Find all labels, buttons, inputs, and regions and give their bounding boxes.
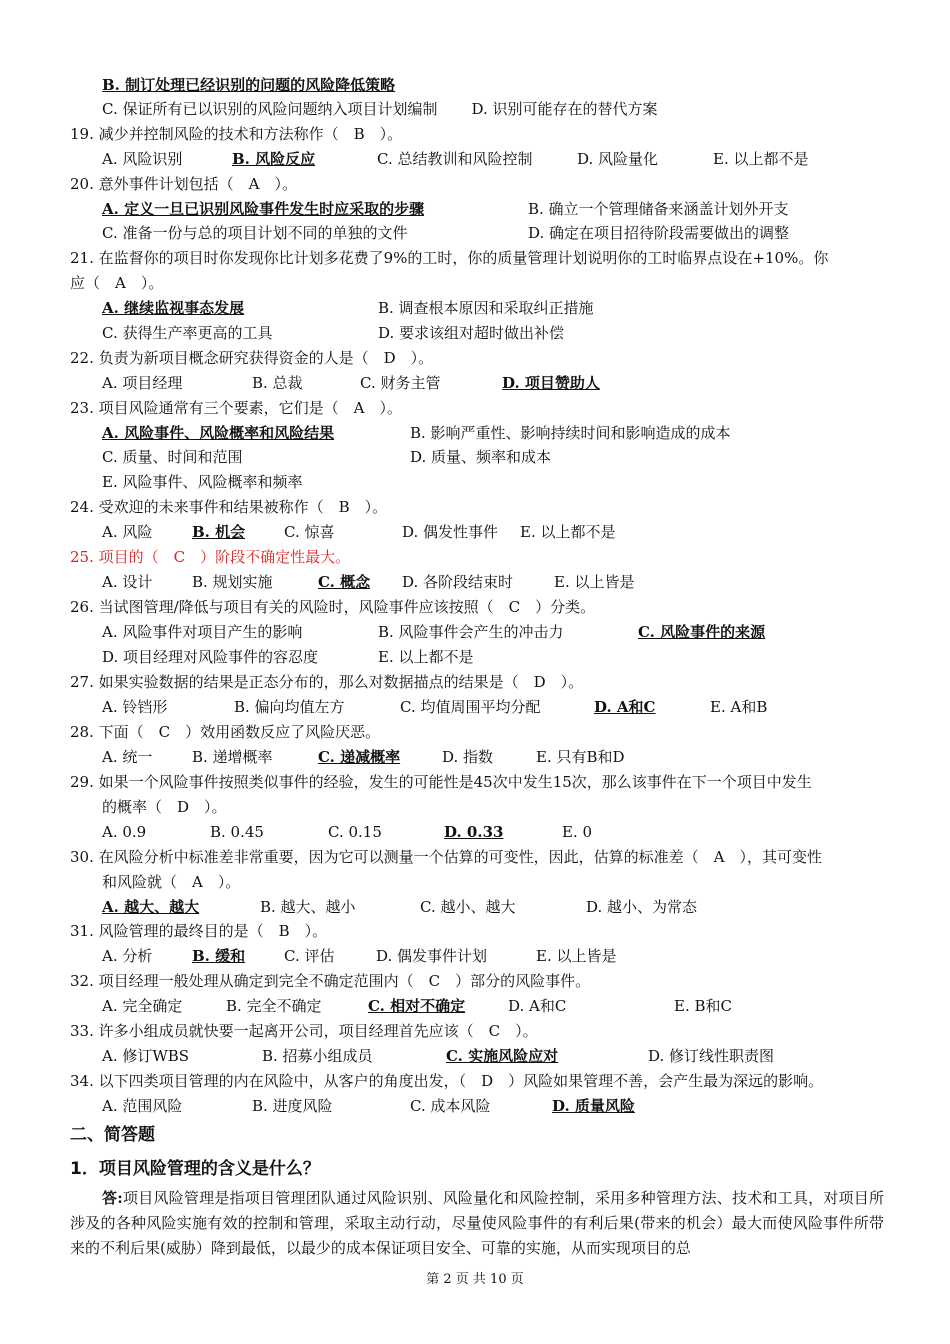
option-answer: A. 越大、越大 [102, 898, 200, 916]
options-29 [102, 821, 592, 843]
option: B. 递增概率 [192, 748, 273, 766]
question-32: 32. 项目经理一般处理从确定到完全不确定范围内（ C ）部分的风险事件。 [70, 972, 591, 990]
option: C. 惊喜 [284, 523, 335, 541]
options-22 [102, 372, 600, 394]
option-answer: D. 质量风险 [552, 1097, 635, 1115]
option-answer: B. 机会 [192, 523, 246, 541]
option-answer: A. 继续监视事态发展 [102, 299, 245, 317]
options-26 [102, 621, 765, 643]
option: C. 总结教训和风险控制 [377, 150, 533, 168]
options-30 [102, 896, 697, 918]
answer-paragraph [70, 1186, 884, 1261]
option: C. 获得生产率更高的工具 [102, 324, 273, 342]
option: D. 偶发性事件 [402, 523, 499, 541]
option: D. 风险量化 [577, 150, 659, 168]
question-24: 24. 受欢迎的未来事件和结果被称作（ B ）。 [70, 498, 388, 516]
option: B. 确立一个管理储备来涵盖计划外开支 [528, 200, 789, 218]
option-text: C. 保证所有已以识别的风险问题纳入项目计划编制 [102, 100, 438, 118]
option: C. 均值周围平均分配 [400, 698, 541, 716]
section-heading: 二、简答题 [70, 1125, 155, 1145]
question-30: 30. 在风险分析中标准差非常重要，因为它可以测量一个估算的可变性，因此，估算的标准差（ A ），其可变性 [70, 848, 822, 866]
option: C. 准备一份与总的项目计划不同的单独的文件 [102, 224, 408, 242]
question-30-cont: 和风险就（ A ）。 [102, 873, 241, 891]
options-27 [102, 696, 767, 718]
options-19 [102, 148, 809, 170]
option: E. 只有B和D [536, 748, 625, 766]
answer-label: 答: [102, 1189, 123, 1207]
option: D. 项目经理对风险事件的容忍度 [102, 648, 319, 666]
option: A. 风险事件对项目产生的影响 [102, 623, 303, 641]
question-29: 29. 如果一个风险事件按照类似事件的经验，发生的可能性是45次中发生15次，那么该事件在下一个项目中发生 [70, 773, 812, 791]
question-33: 33. 许多小组成员就快要一起离开公司，项目经理首先应该（ C ）。 [70, 1022, 538, 1040]
option: A. 分析 [102, 947, 153, 965]
option: A. 修订WBS [102, 1047, 190, 1065]
question-20: 20. 意外事件计划包括（ A ）。 [70, 175, 297, 193]
option-text: D. 识别可能存在的替代方案 [471, 100, 658, 118]
option: C. 0.15 [328, 823, 382, 841]
question-25: 25. 项目的（ C ）阶段不确定性最大。 [70, 548, 351, 566]
option: D. 指数 [442, 748, 494, 766]
option: B. 越大、越小 [260, 898, 356, 916]
option-answer: C. 风险事件的来源 [638, 623, 766, 641]
question-29-cont: 的概率（ D ）。 [102, 798, 227, 816]
option-answer: B. 制订处理已经识别的问题的风险降低策略 [102, 76, 396, 94]
option: B. 规划实施 [192, 573, 273, 591]
option: E. 以上都不是 [520, 523, 616, 541]
question-26: 26. 当试图管理/降低与项目有关的风险时，风险事件应该按照（ C ）分类。 [70, 598, 596, 616]
option: A. 风险识别 [102, 150, 183, 168]
option: B. 进度风险 [252, 1097, 333, 1115]
option: E. 0 [562, 823, 593, 841]
option [102, 98, 658, 120]
options-26b [102, 646, 474, 668]
option-answer: C. 实施风险应对 [446, 1047, 559, 1065]
question-31: 31. 风险管理的最终目的是（ B ）。 [70, 922, 328, 940]
options-34 [102, 1095, 635, 1117]
question-22: 22. 负责为新项目概念研究获得资金的人是（ D ）。 [70, 349, 434, 367]
option: D. 偶发事件计划 [376, 947, 488, 965]
question-27: 27. 如果实验数据的结果是正态分布的，那么对数据描点的结果是（ D ）。 [70, 673, 584, 691]
option: A. 铃铛形 [102, 698, 168, 716]
question-21-cont: 应（ A ）。 [70, 274, 164, 292]
option: A. 设计 [102, 573, 153, 591]
options-20b [102, 222, 789, 244]
question-34: 34. 以下四类项目管理的内在风险中，从客户的角度出发，（ D ）风险如果管理不善，会产生最为深远的影响。 [70, 1072, 824, 1090]
option-answer: D. 0.33 [444, 823, 504, 841]
option: D. 要求该组对超时做出补偿 [378, 324, 565, 342]
options-24 [102, 521, 616, 543]
question-19: 19. 减少并控制风险的技术和方法称作（ B ）。 [70, 125, 403, 143]
option: B. 风险事件会产生的冲击力 [378, 623, 564, 641]
option-answer: D. 项目赞助人 [502, 374, 600, 392]
option: A. 0.9 [102, 823, 147, 841]
page-footer: 第 2 页 共 10 页 [426, 1272, 524, 1287]
option: D. 质量、频率和成本 [410, 448, 552, 466]
option: D. A和C [508, 997, 567, 1015]
option: E. 以上皆是 [536, 947, 617, 965]
option: A. 完全确定 [102, 997, 183, 1015]
question-heading: 1．项目风险管理的含义是什么？ [70, 1159, 320, 1179]
options-23 [102, 422, 731, 444]
option: E. 风险事件、风险概率和频率 [102, 473, 303, 491]
question-23: 23. 项目风险通常有三个要素，它们是（ A ）。 [70, 399, 402, 417]
option-answer: A. 定义一旦已识别风险事件发生时应采取的步骤 [102, 200, 425, 218]
option: D. 越小、为常态 [586, 898, 698, 916]
options-20 [102, 198, 789, 220]
options-21 [102, 297, 594, 319]
option-answer: B. 风险反应 [232, 150, 316, 168]
option-answer: C. 相对不确定 [368, 997, 466, 1015]
options-25 [102, 571, 635, 593]
question-28: 28. 下面（ C ）效用函数反应了风险厌恶。 [70, 723, 381, 741]
option: B. 偏向均值左方 [234, 698, 345, 716]
question-21: 21. 在监督你的项目时你发现你比计划多花费了9%的工时，你的质量管理计划说明你的工时临界点设在+10%。你 [70, 249, 829, 267]
options-31 [102, 945, 617, 967]
option: C. 评估 [284, 947, 335, 965]
option: C. 成本风险 [410, 1097, 491, 1115]
option: D. 确定在项目招待阶段需要做出的调整 [528, 224, 790, 242]
option: A. 统一 [102, 748, 153, 766]
options-32 [102, 995, 732, 1017]
option: C. 质量、时间和范围 [102, 448, 243, 466]
options-23b [102, 446, 551, 468]
option-answer: B. 缓和 [192, 947, 246, 965]
option: B. 招募小组成员 [262, 1047, 373, 1065]
option-answer: A. 风险事件、风险概率和风险结果 [102, 424, 335, 442]
options-28 [102, 746, 625, 768]
option-answer: C. 概念 [318, 573, 371, 591]
option: E. 以上都不是 [713, 150, 809, 168]
option: E. 以上皆是 [554, 573, 635, 591]
option: E. 以上都不是 [378, 648, 474, 666]
option: A. 项目经理 [102, 374, 183, 392]
option: B. 总裁 [252, 374, 303, 392]
option: D. 修订线性职责图 [648, 1047, 775, 1065]
option: D. 各阶段结束时 [402, 573, 514, 591]
option: B. 调查根本原因和采取纠正措施 [378, 299, 594, 317]
option: A. 风险 [102, 523, 153, 541]
option: E. A和B [710, 698, 768, 716]
option: C. 财务主管 [360, 374, 441, 392]
options-21b [102, 322, 564, 344]
option-answer: D. A和C [594, 698, 656, 716]
option: C. 越小、越大 [420, 898, 516, 916]
option: B. 完全不确定 [226, 997, 322, 1015]
answer-text: 项目风险管理是指项目管理团队通过风险识别、风险量化和风险控制，采用多种管理方法、技术和工具，对项目所涉及的各种风险实施有效的控制和管理，采取主动行动，尽量使风险事件的有利后果(带来的机会）最大而使风险事件所带来的不利后果(威胁）降到最低，以最少的成本保证项目安全、可靠的实施，从而实现项目的总 [70, 1189, 884, 1257]
option: B. 影响严重性、影响持续时间和影响造成的成本 [410, 424, 731, 442]
option-answer: C. 递减概率 [318, 748, 401, 766]
option: A. 范围风险 [102, 1097, 183, 1115]
options-33 [102, 1045, 774, 1067]
option: E. B和C [674, 997, 732, 1015]
option: B. 0.45 [210, 823, 264, 841]
